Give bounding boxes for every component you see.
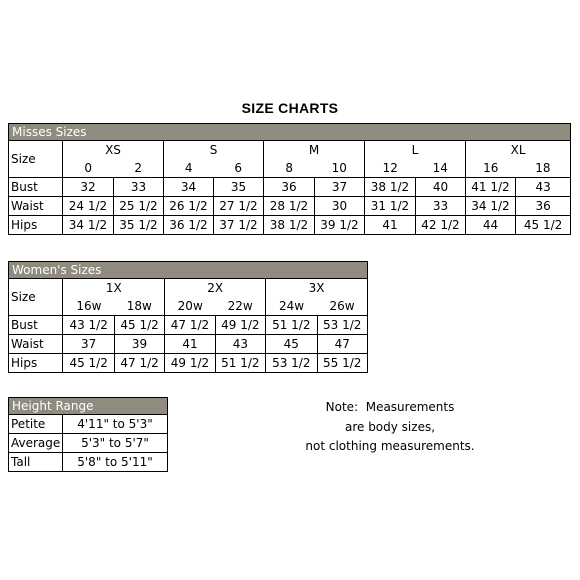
- misses-group-m: M: [264, 141, 365, 160]
- height-table-title: Height Range: [9, 398, 168, 415]
- table-row: [9, 354, 368, 373]
- table-cell: 45 1/2: [516, 216, 571, 235]
- table-cell: 27 1/2: [214, 197, 264, 216]
- note-line-2: are body sizes,: [344, 419, 436, 434]
- womens-size-18w: 18w: [114, 297, 164, 316]
- womens-size-table: [8, 261, 368, 373]
- table-cell: 34: [164, 178, 214, 197]
- table-cell: 47: [317, 335, 368, 354]
- misses-size-0: 0: [63, 159, 114, 178]
- misses-size-10: 10: [315, 159, 365, 178]
- table-cell: 53 1/2: [317, 316, 368, 335]
- table-cell: 47 1/2: [114, 354, 164, 373]
- misses-size-6: 6: [214, 159, 264, 178]
- table-cell: 5'3" to 5'7": [63, 434, 168, 453]
- table-cell: 33: [114, 178, 164, 197]
- table-cell: 38 1/2: [365, 178, 416, 197]
- row-label-waist: Waist: [9, 335, 63, 354]
- note-line-1: Note: Measurements: [325, 400, 455, 414]
- table-cell: 43 1/2: [63, 316, 114, 335]
- table-cell: 36: [516, 197, 571, 216]
- womens-size-26w: 26w: [317, 297, 368, 316]
- row-label-hips: Hips: [9, 216, 63, 235]
- table-cell: 35 1/2: [114, 216, 164, 235]
- table-row: [9, 178, 571, 197]
- table-cell: 4'11" to 5'3": [63, 415, 168, 434]
- table-cell: 31 1/2: [365, 197, 416, 216]
- womens-size-label: Size: [9, 279, 63, 316]
- row-label-tall: Tall: [9, 453, 63, 472]
- womens-group-3x: 3X: [266, 279, 368, 298]
- table-cell: 41: [365, 216, 416, 235]
- womens-size-22w: 22w: [215, 297, 265, 316]
- table-cell: 43: [516, 178, 571, 197]
- table-cell: 40: [416, 178, 466, 197]
- table-cell: 51 1/2: [215, 354, 265, 373]
- table-cell: 38 1/2: [264, 216, 315, 235]
- misses-size-4: 4: [164, 159, 214, 178]
- table-cell: 26 1/2: [164, 197, 214, 216]
- table-row: [9, 415, 168, 434]
- table-cell: 53 1/2: [266, 354, 317, 373]
- row-label-bust: Bust: [9, 178, 63, 197]
- table-cell: 44: [466, 216, 516, 235]
- womens-size-24w: 24w: [266, 297, 317, 316]
- womens-group-1x: 1X: [63, 279, 165, 298]
- table-cell: 24 1/2: [63, 197, 114, 216]
- womens-group-2x: 2X: [165, 279, 266, 298]
- table-cell: 36 1/2: [164, 216, 214, 235]
- table-cell: 39: [114, 335, 164, 354]
- note-line-3: not clothing measurements.: [305, 439, 475, 453]
- misses-size-12: 12: [365, 159, 416, 178]
- table-cell: 45 1/2: [63, 354, 114, 373]
- table-cell: 55 1/2: [317, 354, 368, 373]
- table-cell: 36: [264, 178, 315, 197]
- table-cell: 45 1/2: [114, 316, 164, 335]
- table-cell: 37: [63, 335, 114, 354]
- page-title: SIZE CHARTS: [241, 100, 339, 116]
- misses-size-14: 14: [416, 159, 466, 178]
- table-cell: 41 1/2: [466, 178, 516, 197]
- table-cell: 28 1/2: [264, 197, 315, 216]
- table-cell: 49 1/2: [215, 316, 265, 335]
- row-label-average: Average: [9, 434, 63, 453]
- table-cell: 32: [63, 178, 114, 197]
- table-row: [9, 434, 168, 453]
- table-cell: 39 1/2: [315, 216, 365, 235]
- table-cell: 51 1/2: [266, 316, 317, 335]
- table-cell: 45: [266, 335, 317, 354]
- table-cell: 34 1/2: [466, 197, 516, 216]
- table-row: [9, 216, 571, 235]
- womens-table-title: Women's Sizes: [9, 262, 368, 279]
- misses-size-2: 2: [114, 159, 164, 178]
- table-cell: 30: [315, 197, 365, 216]
- height-range-table: [8, 397, 168, 472]
- misses-size-table: [8, 123, 571, 235]
- table-cell: 42 1/2: [416, 216, 466, 235]
- table-cell: 33: [416, 197, 466, 216]
- womens-size-20w: 20w: [165, 297, 215, 316]
- table-row: [9, 453, 168, 472]
- misses-table-title: Misses Sizes: [9, 124, 571, 141]
- womens-size-16w: 16w: [63, 297, 114, 316]
- misses-group-xs: XS: [63, 141, 164, 160]
- row-label-hips: Hips: [9, 354, 63, 373]
- misses-size-8: 8: [264, 159, 315, 178]
- table-row: [9, 316, 368, 335]
- table-cell: 37: [315, 178, 365, 197]
- table-cell: 5'8" to 5'11": [63, 453, 168, 472]
- row-label-petite: Petite: [9, 415, 63, 434]
- table-cell: 37 1/2: [214, 216, 264, 235]
- table-cell: 47 1/2: [165, 316, 215, 335]
- misses-group-l: L: [365, 141, 466, 160]
- table-cell: 49 1/2: [165, 354, 215, 373]
- measurement-note: [290, 398, 490, 457]
- row-label-bust: Bust: [9, 316, 63, 335]
- table-cell: 35: [214, 178, 264, 197]
- table-cell: 41: [165, 335, 215, 354]
- table-row: [9, 335, 368, 354]
- table-cell: 34 1/2: [63, 216, 114, 235]
- misses-size-16: 16: [466, 159, 516, 178]
- misses-group-xl: XL: [466, 141, 571, 160]
- row-label-waist: Waist: [9, 197, 63, 216]
- misses-size-18: 18: [516, 159, 571, 178]
- table-cell: 25 1/2: [114, 197, 164, 216]
- misses-size-label: Size: [9, 141, 63, 178]
- table-cell: 43: [215, 335, 265, 354]
- misses-group-s: S: [164, 141, 264, 160]
- table-row: [9, 197, 571, 216]
